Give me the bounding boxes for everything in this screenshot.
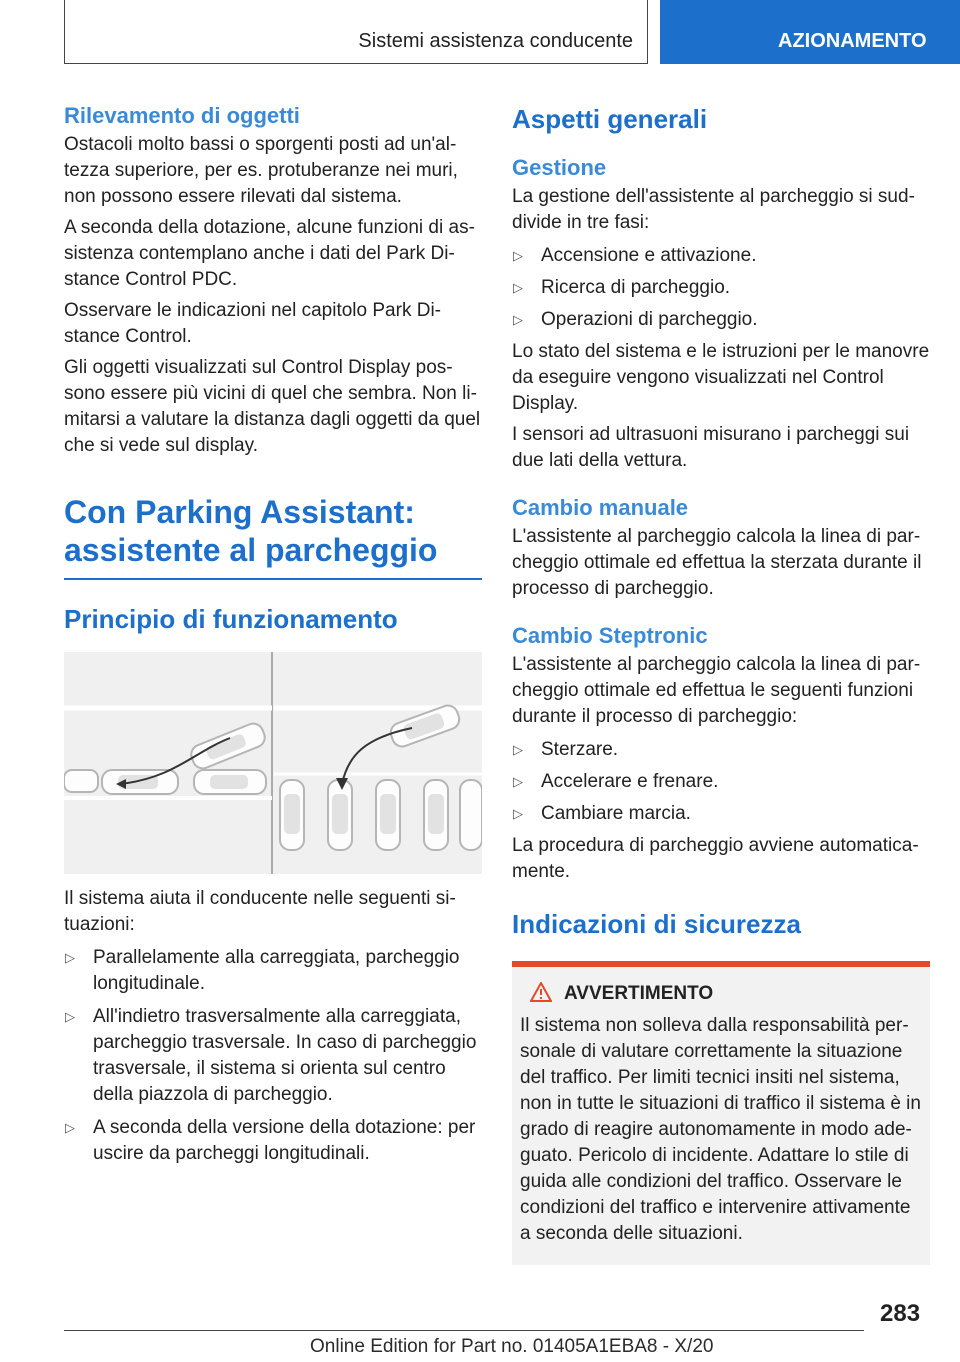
triangle-bullet-icon: ▷ (513, 312, 523, 327)
triangle-bullet-icon: ▷ (65, 950, 75, 965)
triangle-bullet-icon: ▷ (513, 280, 523, 295)
heading-safety: Indicazioni di sicurezza (512, 909, 801, 939)
heading-general: Aspetti generali (512, 104, 708, 134)
paragraph: I sensori ad ultrasuoni misurano i parcheggi sui due lati della vettura. (512, 424, 910, 471)
footer-rule (64, 1330, 864, 1331)
warning-header (520, 981, 922, 1007)
parking-illustration (64, 652, 482, 874)
left-column (64, 100, 482, 1167)
warning-triangle-icon (530, 982, 552, 1002)
warning-box (512, 961, 930, 1265)
header-section-title: Sistemi assistenza conducente (358, 30, 633, 52)
list-item: ▷ Operazioni di parcheggio. (512, 307, 930, 333)
right-column (512, 100, 930, 1265)
list-item: ▷ A seconda della versione della dotazione: per uscire da parcheggi longitudinali. (65, 1117, 476, 1164)
heading-manual-gearbox: Cambio manuale (512, 495, 689, 520)
list-item: ▷ Accensione e attivazione. (512, 243, 930, 269)
paragraph: Lo stato del sistema e le istruzioni per le manovre da eseguire vengono visualizzati nel Control Display. (512, 341, 930, 414)
triangle-bullet-icon: ▷ (513, 742, 523, 757)
heading-steptronic: Cambio Steptronic (512, 623, 708, 648)
list-item: ▷ Sterzare. (512, 737, 930, 763)
triangle-bullet-icon: ▷ (513, 774, 523, 789)
footer-edition: Online Edition for Part no. 01405A1EBA8 - X/20 (310, 1336, 714, 1357)
paragraph: La gestione dell'assistente al parcheggio si suddivide in tre fasi: (512, 186, 915, 233)
triangle-bullet-icon: ▷ (513, 806, 523, 821)
list-item: ▷ Ricerca di parcheggio. (512, 275, 930, 301)
heading-object-detection: Rilevamento di oggetti (64, 103, 300, 128)
header-chapter-tab (660, 0, 960, 64)
list-item: ▷ Cambiare marcia. (512, 801, 930, 827)
list-item: ▷ All'indietro trasversalmente alla carreggiata, parcheggio trasversale. In caso di parcheggio trasversale, il sistema si orienta sul centro della piazzola di parcheggio. (65, 1006, 477, 1105)
paragraph: L'assistente al parcheggio calcola la linea di parcheggio ottimale ed effettua le seguenti funzioni durante il processo di parcheggio: (512, 654, 921, 727)
paragraph: L'assistente al parcheggio calcola la linea di parcheggio ottimale ed effettua la sterzata durante il processo di parcheggio. (512, 526, 922, 599)
paragraph: Ostacoli molto bassi o sporgenti posti ad un'altezza superiore, per es. protuberanze nei muri, non possono essere rilevati dal sistema. (64, 134, 458, 207)
warning-title: AVVERTIMENTO (564, 983, 714, 1004)
triangle-bullet-icon: ▷ (513, 248, 523, 263)
heading-management: Gestione (512, 155, 607, 180)
header-chapter-title: AZIONAMENTO (778, 30, 927, 52)
list-item: ▷ Accelerare e frenare. (512, 769, 930, 795)
situation-list (64, 945, 482, 1167)
header-section-box (64, 0, 648, 64)
paragraph: A seconda della dotazione, alcune funzioni di assistenza contemplano anche i dati del Park Distance Control PDC. (64, 217, 475, 290)
warning-text: Il sistema non solleva dalla responsabilità personale di valutare correttamente la situazione del traffico. Per limiti tecnici insiti nel sistema, non in tutte le situazioni di traffico il sistema è in grado di reagire autonomamente in modo adeguato. Pericolo di incidente. Adattare lo stile di guida alle condizioni del traffico. Osservare le condizioni del traffico e intervenire attivamente a seconda delle situazioni. (520, 1015, 921, 1244)
paragraph: Gli oggetti visualizzati sul Control Display possono essere più vicini di quel che sembra. Non limitarsi a valutare la distanza dagli oggetti da quel che si vede sul display. (64, 357, 481, 456)
triangle-bullet-icon: ▷ (65, 1120, 75, 1135)
function-list (512, 737, 930, 827)
parking-illustration-svg (64, 652, 482, 874)
paragraph: La procedura di parcheggio avviene automaticamente. (512, 835, 919, 882)
page-number: 283 (880, 1300, 921, 1327)
phase-list (512, 243, 930, 333)
heading-principle: Principio di funzionamento (64, 604, 398, 634)
chapter-heading-rule (64, 578, 482, 580)
paragraph: Il sistema aiuta il conducente nelle seguenti situazioni: (64, 888, 456, 935)
chapter-heading: Con Parking Assistant: assistente al parcheggio (64, 494, 438, 568)
list-item: ▷ Parallelamente alla carreggiata, parcheggio longitudinale. (65, 947, 460, 994)
paragraph: Osservare le indicazioni nel capitolo Park Distance Control. (64, 300, 441, 347)
triangle-bullet-icon: ▷ (65, 1009, 75, 1024)
